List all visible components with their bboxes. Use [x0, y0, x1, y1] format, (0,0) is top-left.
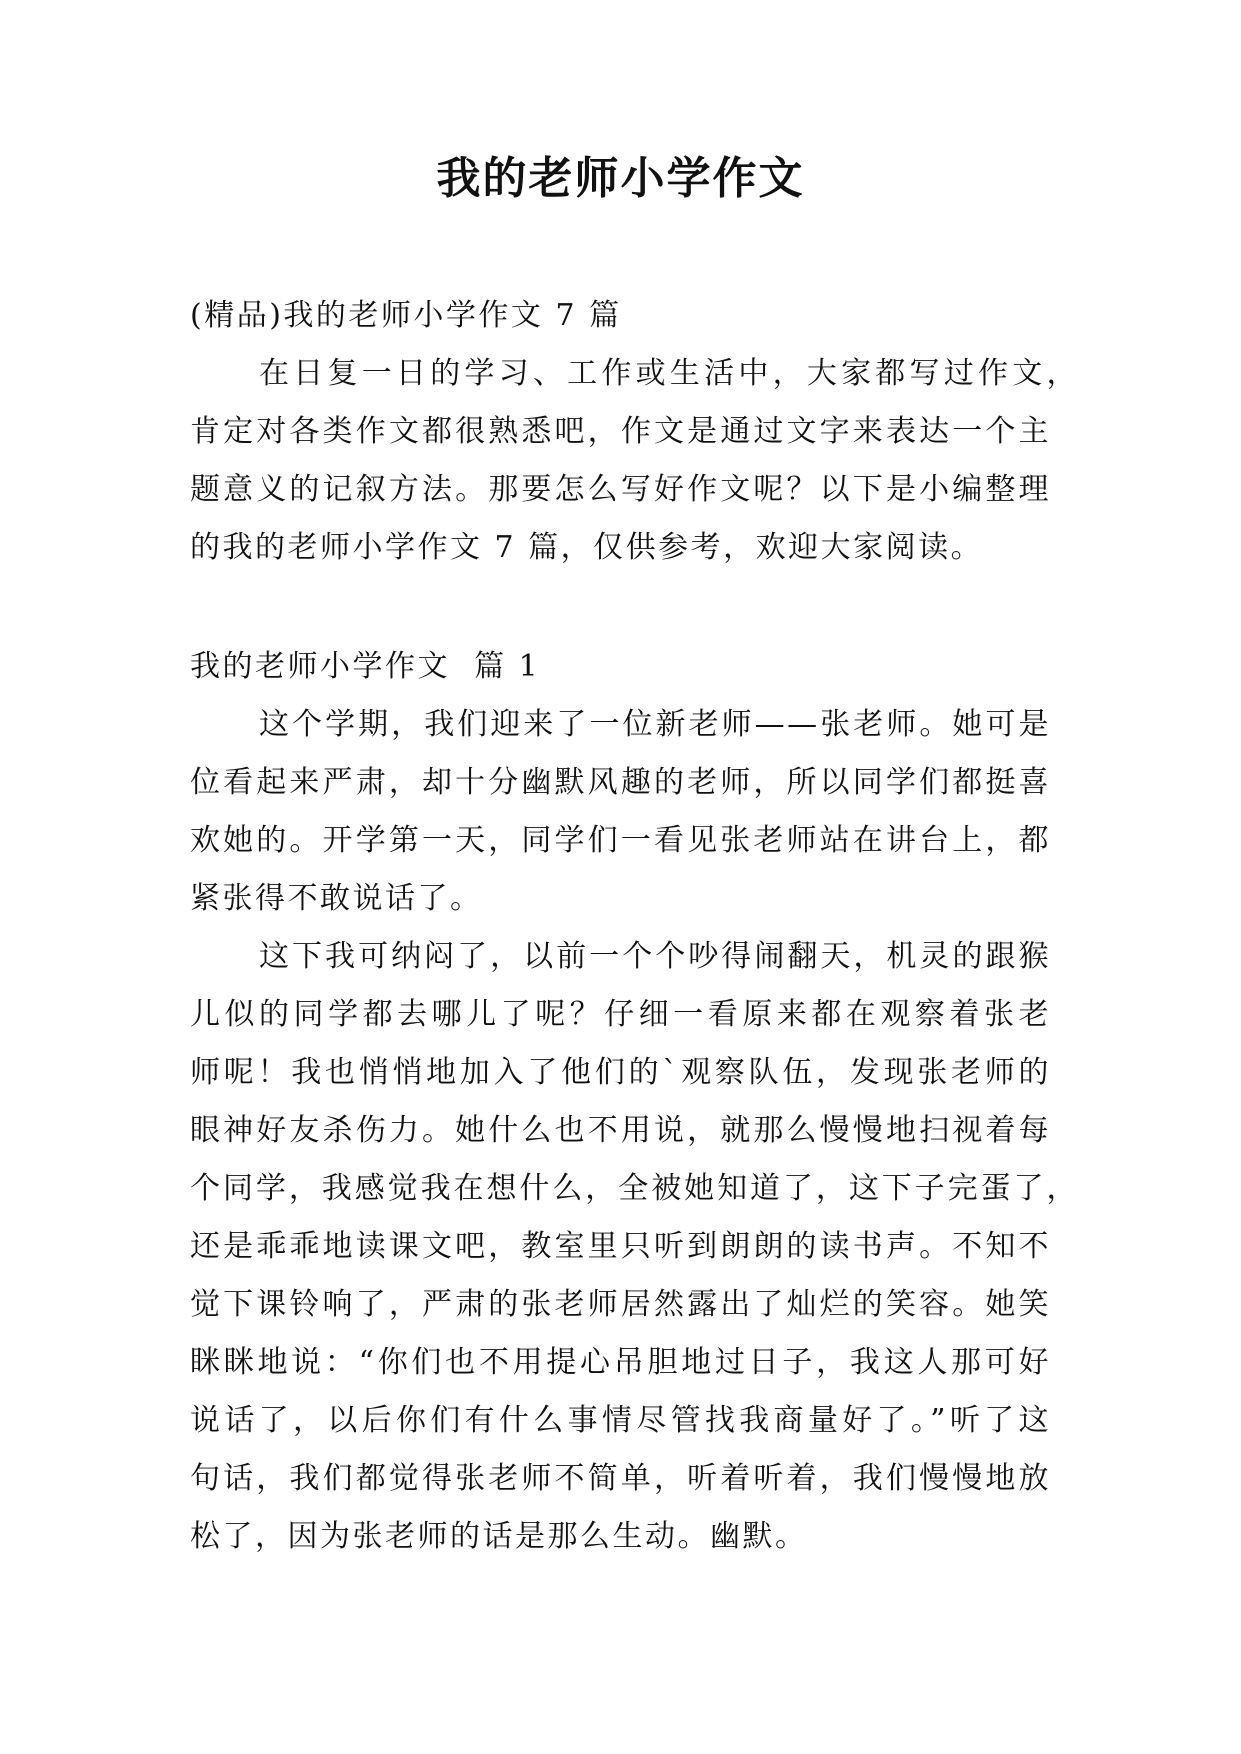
paragraph-line: 紧张得不敢说话了。: [190, 881, 483, 916]
paragraph-line: 眼神好友杀伤力。她什么也不用说，就那么慢慢地扫视着每: [190, 1113, 1051, 1148]
document-title: 我的老师小学作文: [436, 153, 805, 204]
paragraph-line: 这个学期，我们迎来了一位新老师——张老师。她可是: [259, 707, 1051, 742]
paragraph-line: 位看起来严肃，却十分幽默风趣的老师，所以同学们都挺喜: [190, 765, 1051, 800]
paragraph-line: 题意义的记叙方法。那要怎么写好作文呢？以下是小编整理: [190, 472, 1051, 507]
paragraph-line: 欢她的。开学第一天，同学们一看见张老师站在讲台上，都: [190, 823, 1051, 858]
paragraph-line: 句话，我们都觉得张老师不简单，听着听着，我们慢慢地放: [190, 1461, 1051, 1496]
paragraph-line: 还是乖乖地读课文吧，教室里只听到朗朗的读书声。不知不: [190, 1229, 1051, 1264]
paragraph-line: 说话了，以后你们有什么事情尽管找我商量好了。”听了这: [190, 1403, 1051, 1438]
paragraph-line: 肯定对各类作文都很熟悉吧，作文是通过文字来表达一个主: [190, 414, 1051, 449]
paragraph-line: 儿似的同学都去哪儿了呢？仔细一看原来都在观察着张老: [190, 997, 1051, 1032]
section-heading: 我的老师小学作文 篇 1: [190, 649, 541, 684]
paragraph-line: 觉下课铃响了，严肃的张老师居然露出了灿烂的笑容。她笑: [190, 1287, 1051, 1322]
paragraph-line: 个同学，我感觉我在想什么，全被她知道了，这下子完蛋了，: [190, 1171, 1079, 1206]
paragraph-line: 松了，因为张老师的话是那么生动。幽默。: [190, 1519, 808, 1554]
paragraph-gap: [190, 577, 1090, 638]
paragraph-line: 师呢！我也悄悄地加入了他们的`观察队伍，发现张老师的: [190, 1055, 1051, 1090]
paragraph-line: 的我的老师小学作文 7 篇，仅供参考，欢迎大家阅读。: [190, 530, 984, 565]
subtitle: (精品)我的老师小学作文 7 篇: [190, 298, 622, 333]
document-body: [190, 287, 1090, 1566]
paragraph-line: 这下我可纳闷了，以前一个个吵得闹翻天，机灵的跟猴: [259, 939, 1051, 974]
paragraph-line: 在日复一日的学习、工作或生活中，大家都写过作文，: [259, 356, 1079, 391]
intro-paragraph: [190, 345, 1090, 577]
paragraph-2: [190, 928, 1090, 1566]
paragraph-1: [190, 696, 1090, 928]
paragraph-line: 眯眯地说：“你们也不用提心吊胆地过日子，我这人那可好: [190, 1345, 1051, 1380]
